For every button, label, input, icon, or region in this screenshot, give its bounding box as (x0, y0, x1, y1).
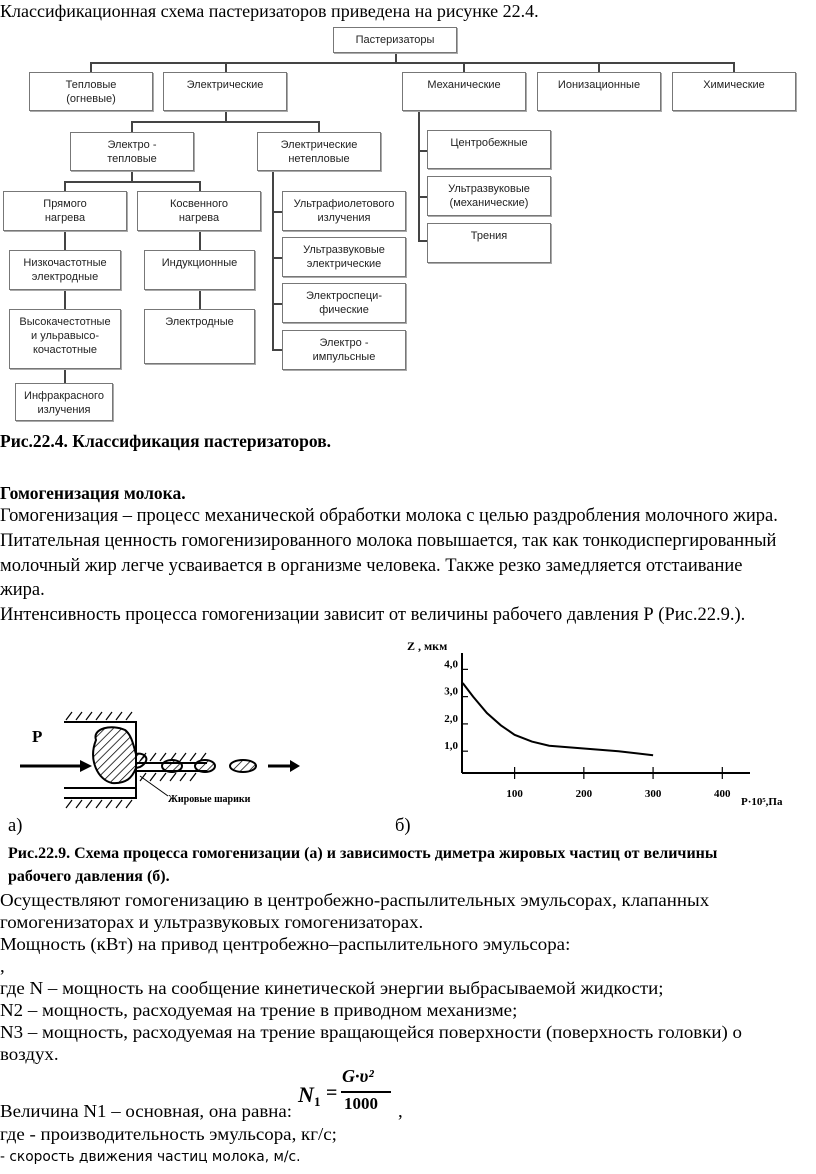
box-pasteurizers: Пастеризаторы (333, 27, 457, 53)
where-v-text: - скорость движения частиц молока, м/с. (0, 1149, 301, 1165)
paragraph-line: жира. (0, 580, 45, 600)
y-tick-label: 4,0 (444, 658, 458, 671)
n1-text: Величина N1 – основная, она равна: (0, 1101, 293, 1121)
box-chemical: Химические (672, 72, 796, 111)
figure-caption-22-9: Рис.22.9. Схема процесса гомогенизации (а) и зависимость диметра жировых частиц от величины (8, 845, 718, 862)
series-line (463, 683, 653, 755)
box-indirect-heating: Косвенного нагрева (137, 191, 261, 231)
box-electropulse: Электро - импульсные (282, 330, 406, 370)
n1-comma: , (398, 1101, 403, 1121)
box-electrospecific: Электроспеци- фические (282, 283, 406, 323)
text-line: где N – мощность на сообщение кинетической энергии выбрасываемой жидкости; (0, 978, 664, 998)
text-line: N2 – мощность, расходуемая на трение в приводном механизме; (0, 1000, 518, 1020)
formula-n1: N 1 = G·υ² 1000 (298, 1068, 393, 1118)
fat-globule-large (93, 727, 146, 783)
box-thermal-fire: Тепловые (огневые) (29, 72, 153, 111)
x-tick-label: 100 (506, 788, 523, 800)
paragraph-line: Интенсивность процесса гомогенизации зависит от величины рабочего давления Р (Рис.22.9.). (0, 605, 746, 625)
diameter-pressure-chart (395, 635, 816, 815)
x-tick-label: 200 (575, 788, 593, 800)
x-tick-label: 300 (644, 788, 662, 800)
x-tick-label: 400 (714, 788, 731, 800)
text-line: N3 – мощность, расходуемая на трение вращающейся поверхности (поверхность головки) о (0, 1022, 742, 1042)
text-line: , (0, 956, 5, 976)
intro-text: Классификационная схема пастеризаторов приведена на рисунке 22.4. (0, 1, 539, 21)
box-centrifugal: Центробежные (427, 130, 551, 169)
text-line: Осуществляют гомогенизацию в центробежно-распылительных эмульсорах, клапанных (0, 890, 710, 910)
box-direct-heating: Прямого нагрева (3, 191, 127, 231)
figure-caption-22-4: Рис.22.4. Классификация пастеризаторов. (0, 431, 332, 451)
box-friction: Трения (427, 223, 551, 263)
text-line: Мощность (кВт) на привод центробежно–распылительного эмульсора: (0, 934, 571, 954)
box-mechanical: Механические (402, 72, 526, 111)
box-electric: Электрические (163, 72, 287, 111)
figure-caption-22-9-cont: рабочего давления (б). (8, 868, 170, 885)
text-line: гомогенизаторах и ультразвуковых гомогенизаторах. (0, 912, 424, 932)
y-tick-label: 2,0 (444, 712, 458, 725)
x-axis-label: P·10⁵,Па (741, 796, 783, 808)
box-ultraviolet: Ультрафиолетового излучения (282, 191, 406, 231)
callout-label: Жировые шарики (168, 794, 251, 805)
text-line: воздух. (0, 1044, 59, 1064)
sublabel-a: а) (8, 816, 23, 836)
box-induction: Индукционные (144, 250, 255, 290)
box-ultrasonic-mechanical: Ультразвуковые (механические) (427, 176, 551, 216)
box-electrothermal: Электро - тепловые (70, 132, 194, 171)
homogenization-schematic (0, 680, 300, 810)
box-electric-nonthermal: Электрические нетепловые (257, 132, 381, 171)
paragraph-line: Питательная ценность гомогенизированного молока повышается, так как тонкодиспергированный (0, 531, 777, 551)
paragraph-line: молочный жир легче усваивается в организме человека. Также резко замедляется отстаивание (0, 556, 743, 576)
sublabel-b: б) (395, 816, 411, 836)
section-title: Гомогенизация молока. (0, 483, 186, 503)
box-high-frequency: Высокачестотные и ульравысо- кочастотные (9, 309, 121, 369)
paragraph-line: Гомогенизация – процесс механической обработки молока с целью раздробления молочного жира. (0, 506, 778, 526)
where-g-text: где - производительность эмульсора, кг/с; (0, 1124, 337, 1144)
pressure-label: P (32, 727, 43, 746)
box-ultrasonic-electric: Ультразвуковые электрические (282, 237, 406, 277)
box-electrode: Электродные (144, 309, 255, 364)
y-tick-label: 1,0 (444, 740, 458, 753)
y-tick-label: 3,0 (444, 685, 458, 698)
y-axis-label: Z , мкм (407, 639, 448, 653)
box-low-frequency: Низкочастотные электродные (9, 250, 121, 290)
box-infrared: Инфракрасного излучения (15, 383, 113, 421)
box-ionization: Ионизационные (537, 72, 661, 111)
